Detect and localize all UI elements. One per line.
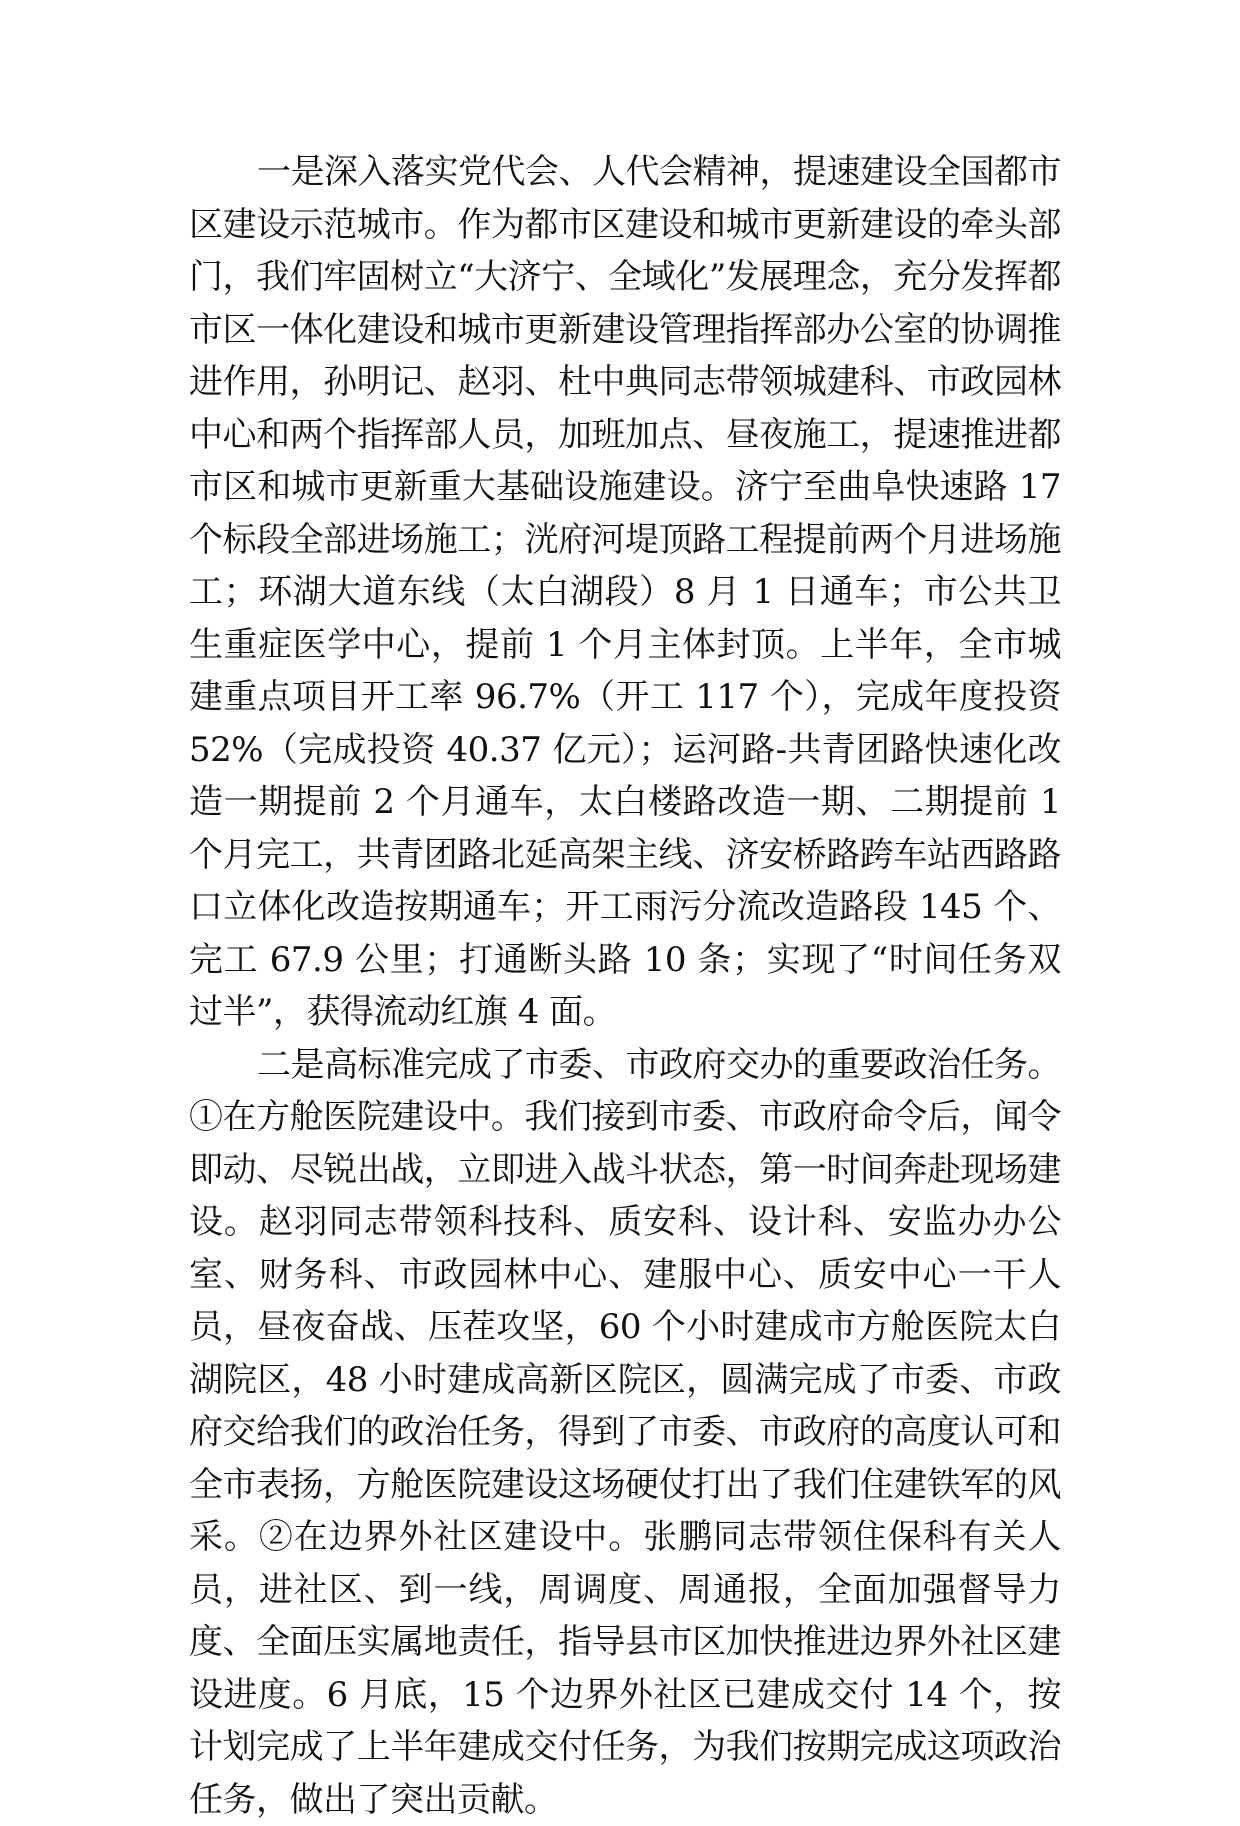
paragraph-political-tasks: 二是高标准完成了市委、市政府交办的重要政治任务。①在方舱医院建设中。我们接到市委、市政府命令后，闻令即动、尽锐出战，立即进入战斗状态，第一时间奔赴现场建设。赵羽同志带领科技科、质安科、设计科、安监办办公室、财务科、市政园林中心、建服中心、质安中心一干人员，昼夜奋战、压茬攻坚，60 个小时建成市方舱医院太白湖院区，48 小时建成高新区院区，圆满完成了市委、市政府交给我们的政治任务，得到了市委、市政府的高度认可和全市表扬，方舱医院建设这场硬仗打出了我们住建铁军的风采。②在边界外社区建设中。张鹏同志带领住保科有关人员，进社区、到一线，周调度、周通报，全面加强督导力度、全面压实属地责任，指导县市区加快推进边界外社区建设进度。6 月底，15 个边界外社区已建成交付 14 个，按计划完成了上半年建成交付任务，为我们按期完成这项政治任务，做出了突出贡献。 — [189, 1039, 1061, 1826]
document-page — [189, 146, 1061, 1826]
paragraph-urban-construction: 一是深入落实党代会、人代会精神，提速建设全国都市区建设示范城市。作为都市区建设和城市更新建设的牵头部门，我们牢固树立“大济宁、全域化”发展理念，充分发挥都市区一体化建设和城市更新建设管理指挥部办公室的协调推进作用，孙明记、赵羽、杜中典同志带领城建科、市政园林中心和两个指挥部人员，加班加点、昼夜施工，提速推进都市区和城市更新重大基础设施建设。济宁至曲阜快速路 17 个标段全部进场施工；洸府河堤顶路工程提前两个月进场施工；环湖大道东线（太白湖段）8 月 1 日通车；市公共卫生重症医学中心，提前 1 个月主体封顶。上半年，全市城建重点项目开工率 96.7%（开工 117 个），完成年度投资 52%（完成投资 40.37 亿元）；运河路-共青团路快速化改造一期提前 2 个月通车，太白楼路改造一期、二期提前 1 个月完工，共青团路北延高架主线、济安桥路跨车站西路路口立体化改造按期通车；开工雨污分流改造路段 145 个、完工 67.9 公里；打通断头路 10 条；实现了“时间任务双过半”，获得流动红旗 4 面。 — [189, 146, 1061, 1039]
